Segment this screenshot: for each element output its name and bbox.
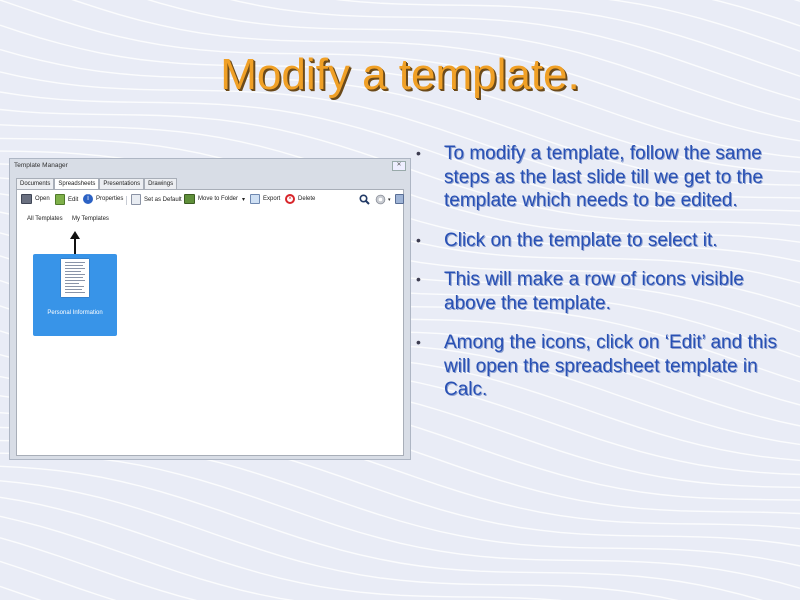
filter-all-templates[interactable]: All Templates bbox=[27, 216, 63, 222]
template-name: Personal Information bbox=[47, 310, 103, 316]
export-label: Export bbox=[263, 196, 281, 202]
toolbar-separator bbox=[126, 196, 127, 205]
move-folder-icon bbox=[184, 194, 195, 204]
import-icon bbox=[395, 194, 404, 204]
template-toolbar bbox=[21, 193, 401, 207]
set-default-label: Set as Default bbox=[144, 196, 182, 203]
template-thumbnail[interactable] bbox=[33, 254, 117, 336]
edit-icon bbox=[55, 194, 65, 205]
chevron-down-icon: ▾ bbox=[242, 196, 246, 203]
properties-button[interactable] bbox=[83, 194, 123, 204]
chevron-down-icon: ▾ bbox=[388, 196, 391, 203]
set-default-button[interactable] bbox=[131, 194, 182, 205]
move-folder-button[interactable] bbox=[184, 194, 245, 204]
bullet-item bbox=[416, 142, 786, 213]
properties-label: Properties bbox=[96, 196, 124, 202]
template-panel bbox=[16, 189, 404, 456]
edit-button[interactable] bbox=[55, 194, 78, 205]
edit-label: Edit bbox=[68, 196, 79, 203]
bullet-item bbox=[416, 268, 786, 315]
bullet-glyph: • bbox=[416, 231, 421, 248]
delete-icon: × bbox=[285, 194, 295, 204]
bullet-glyph: • bbox=[416, 271, 421, 287]
tab-bar bbox=[16, 178, 177, 189]
move-folder-label: Move to Folder bbox=[198, 196, 239, 202]
tab-spreadsheets[interactable]: Spreadsheets bbox=[54, 178, 99, 190]
open-label: Open bbox=[35, 196, 50, 202]
bullet-glyph: • bbox=[416, 145, 421, 161]
bullet-text: This will make a row of icons visible above the template. bbox=[444, 269, 744, 314]
tab-documents[interactable]: Documents bbox=[16, 178, 54, 189]
import-button[interactable] bbox=[395, 194, 407, 204]
set-default-icon bbox=[131, 194, 141, 205]
window-title: Template Manager bbox=[14, 162, 68, 169]
open-button[interactable] bbox=[21, 194, 50, 204]
spreadsheet-preview-icon bbox=[61, 259, 89, 297]
export-icon bbox=[250, 194, 260, 204]
settings-button[interactable] bbox=[375, 194, 391, 205]
close-icon[interactable]: ✕ bbox=[392, 161, 406, 171]
delete-button[interactable] bbox=[285, 194, 315, 204]
gear-icon bbox=[375, 194, 386, 205]
bullet-text: To modify a template, follow the same steps as the last slide till we get to the template which needs to be edited. bbox=[444, 143, 763, 211]
delete-label: Delete bbox=[298, 196, 316, 202]
slide-title: Modify a template. bbox=[220, 50, 580, 99]
bullet-list bbox=[416, 142, 786, 418]
export-button[interactable] bbox=[250, 194, 280, 204]
bullet-item bbox=[416, 331, 786, 402]
search-icon bbox=[359, 194, 370, 205]
search-button[interactable] bbox=[359, 194, 370, 205]
bullet-glyph: • bbox=[416, 334, 421, 350]
filter-my-templates[interactable]: My Templates bbox=[72, 216, 109, 222]
tab-presentations[interactable]: Presentations bbox=[99, 178, 144, 189]
template-manager-screenshot bbox=[9, 158, 411, 460]
bullet-text: Among the icons, click on ‘Edit’ and this will open the spreadsheet template in Calc. bbox=[444, 332, 778, 400]
tab-drawings[interactable]: Drawings bbox=[144, 178, 177, 189]
arrow-head-icon bbox=[70, 231, 80, 239]
open-icon bbox=[21, 194, 32, 204]
properties-icon: i bbox=[83, 194, 93, 204]
bullet-item bbox=[416, 229, 786, 253]
bullet-text: Click on the template to select it. bbox=[444, 229, 718, 251]
